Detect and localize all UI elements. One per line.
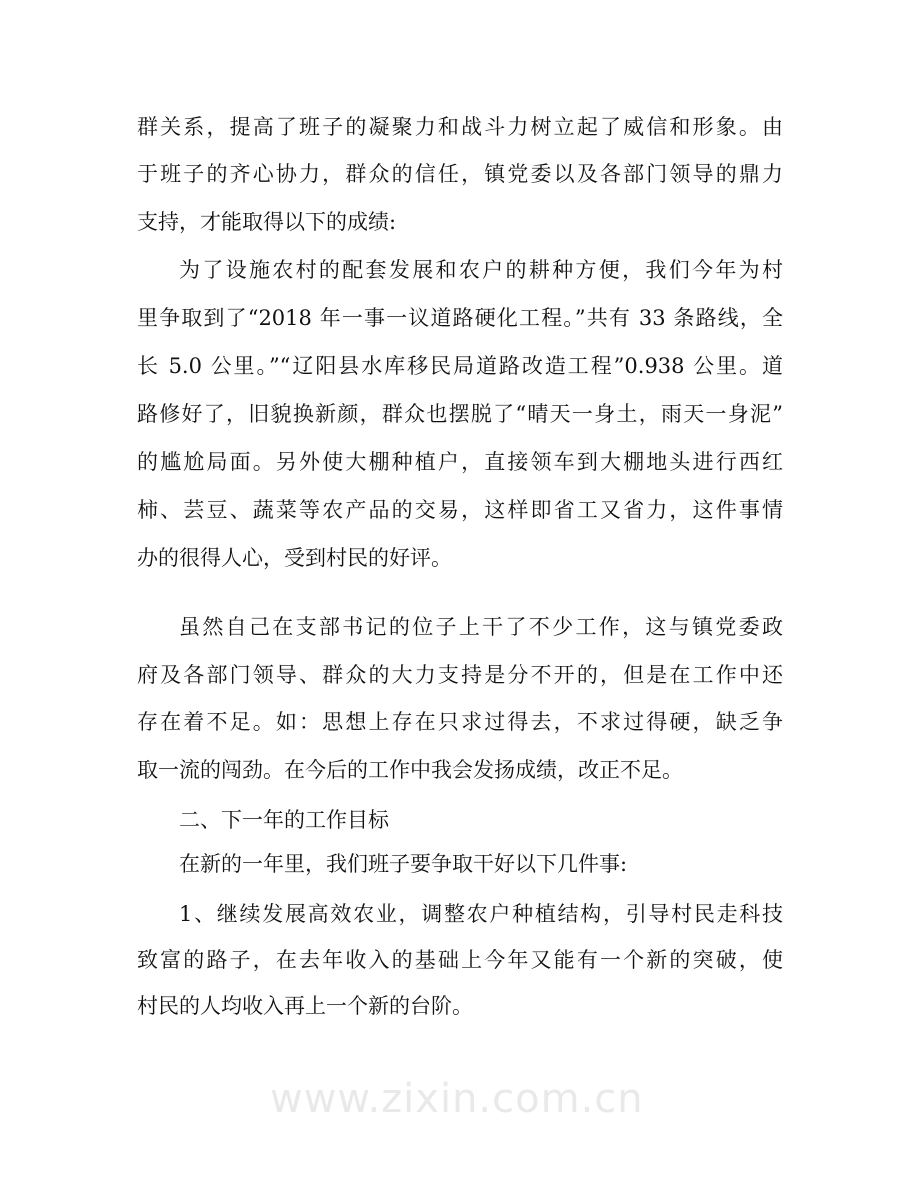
section-heading: 二、下一年的工作目标 xyxy=(179,808,389,832)
text-line: 支持，才能取得以下的成绩: xyxy=(137,210,397,234)
text-line: 柿、芸豆、蔬菜等农产品的交易，这样即省工又省力，这件事情 xyxy=(137,498,783,522)
text-line: 路修好了，旧貌换新颜，群众也摆脱了“晴天一身土，雨天一身泥” xyxy=(137,402,783,426)
text-line: 于班子的齐心协力，群众的信任，镇党委以及各部门领导的鼎力 xyxy=(137,162,783,186)
text-line: 府及各部门领导、群众的大力支持是分不开的，但是在工作中还 xyxy=(137,663,783,687)
text-line: 1、继续发展高效农业，调整农户种植结构，引导村民走科技 xyxy=(179,902,783,926)
watermark: www.zixin.com.cn xyxy=(270,1076,644,1122)
text-line: 村民的人均收入再上一个新的台阶。 xyxy=(137,994,473,1018)
text-line: 存在着不足。如：思想上存在只求过得去，不求过得硬，缺乏争 xyxy=(137,710,783,734)
text-line: 群关系，提高了班子的凝聚力和战斗力树立起了威信和形象。由 xyxy=(137,115,783,139)
text-line: 致富的路子，在去年收入的基础上今年又能有一个新的突破，使 xyxy=(137,948,783,972)
text-line: 的尴尬局面。另外使大棚种植户，直接领车到大棚地头进行西红 xyxy=(137,450,783,474)
text-line: 虽然自己在支部书记的位子上干了不少工作，这与镇党委政 xyxy=(179,615,783,639)
text-line: 里争取到了“2018 年一事一议道路硬化工程。”共有 33 条路线，全 xyxy=(137,306,783,330)
text-line: 取一流的闯劲。在今后的工作中我会发扬成绩，改正不足。 xyxy=(137,758,683,782)
text-line: 办的很得人心，受到村民的好评。 xyxy=(137,546,452,570)
paragraph-new-year-intro: 在新的一年里，我们班子要争取干好以下几件事: xyxy=(179,852,628,876)
text-line: 长 5.0 公里。”“辽阳县水库移民局道路改造工程”0.938 公里。道 xyxy=(137,354,783,378)
text-line: 为了设施农村的配套发展和农户的耕种方便，我们今年为村 xyxy=(179,258,783,282)
